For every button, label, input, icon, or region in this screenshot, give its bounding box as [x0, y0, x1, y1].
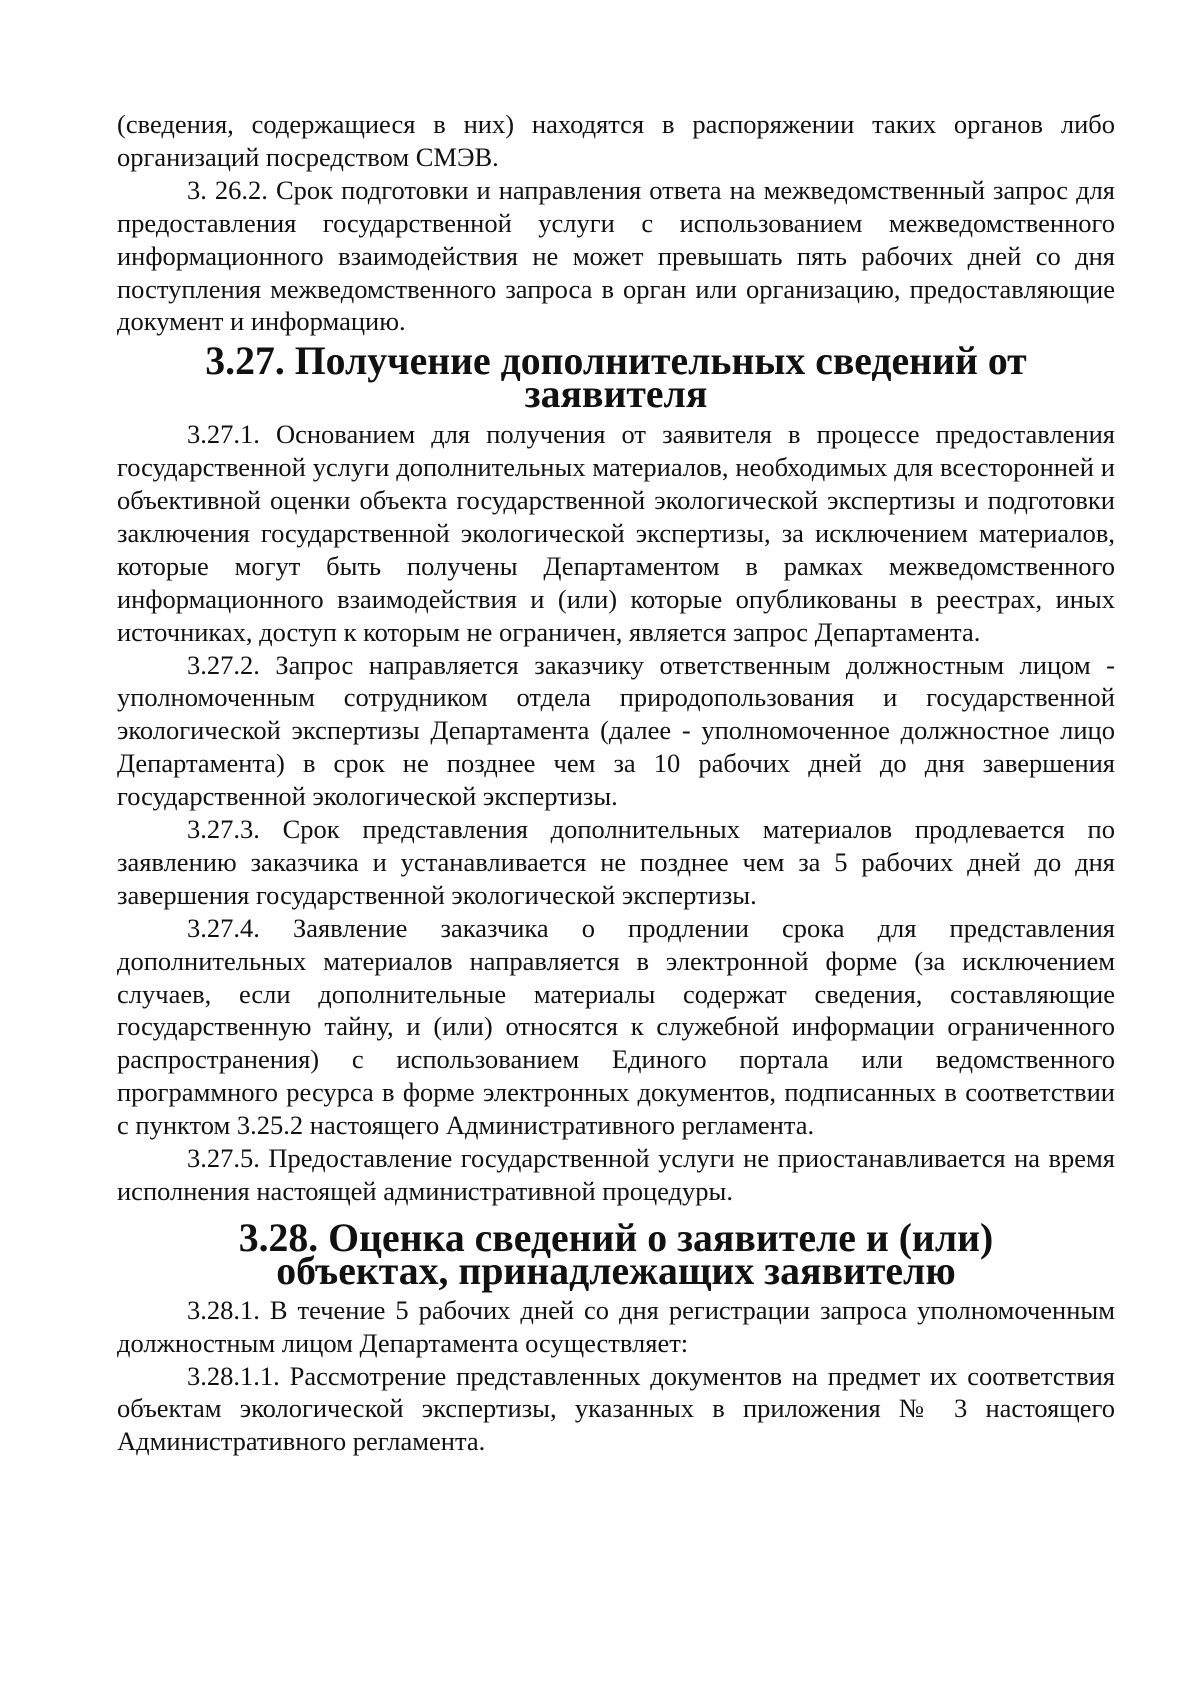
document-page	[117, 108, 1115, 1458]
section-heading-3-28: 3.28. Оценка сведений о заявителе и (или) объектах, принадлежащих заявителю	[238, 1215, 994, 1293]
paragraph-continuation: (сведения, содержащиеся в них) находятся в распоряжении таких органов либо организаций посредством СМЭВ.	[117, 109, 1115, 172]
paragraph-3-27-3: 3.27.3. Срок представления дополнительных материалов продлевается по заявлению заказчика и устанавливается не позднее чем за 5 рабочих дней до дня завершения государственной экологической экспертизы.	[117, 814, 1115, 910]
paragraph-3-28-1: 3.28.1. В течение 5 рабочих дней со дня регистрации запроса уполномоченным должностным лицом Департамента осуществляет:	[117, 1294, 1115, 1358]
paragraph-3-27-4: 3.27.4. Заявление заказчика о продлении срока для представления дополнительных материалов направляется в электронной форме (за исключением случаев, если дополнительные материалы содержат сведения, составляющие государственную тайну, и (или) относятся к служебной информации ограниченного распространения) с использованием Единого портала или ведомственного программного ресурса в форме электронных документов, подписанных в соответствии с пунктом 3.25.2 настоящего Административного регламента.	[117, 912, 1115, 1141]
paragraph-3-28-1-1: 3.28.1.1. Рассмотрение представленных документов на предмет их соответствия объектам экологической экспертизы, указанных в приложения № 3 настоящего Административного регламента.	[117, 1360, 1115, 1457]
paragraph-3-27-1: 3.27.1. Основанием для получения от заявителя в процессе предоставления государственной услуги дополнительных материалов, необходимых для всесторонней и объективной оценки объекта государственной экологической экспертизы и подготовки заключения государственной экологической экспертизы, за исключением материалов, которые могут быть получены Департаментом в рамках межведомственного информационного взаимодействия и (или) которые опубликованы в реестрах, иных источниках, доступ к которым не ограничен, является запрос Департамента.	[117, 419, 1115, 647]
paragraph-3-27-2: 3.27.2. Запрос направляется заказчику ответственным должностным лицом - уполномоченным сотрудником отдела природопользования и государственной экологической экспертизы Департамента (далее - уполномоченное должностное лицо Департамента) в срок не позднее чем за 10 рабочих дней до дня завершения государственной экологической экспертизы.	[117, 649, 1115, 812]
paragraph-3-27-5: 3.27.5. Предоставление государственной услуги не приостанавливается на время исполнения настоящей административной процедуры.	[117, 1143, 1115, 1206]
paragraph-3-26-2: 3. 26.2. Срок подготовки и направления ответа на межведомственный запрос для предоставления государственной услуги с использованием межведомственного информационного взаимодействия не может превышать пять рабочих дней со дня поступления межведомственного запроса в орган или организацию, предоставляющие документ и информацию.	[117, 174, 1115, 337]
section-heading-3-27: 3.27. Получение дополнительных сведений от заявителя	[205, 339, 1027, 417]
